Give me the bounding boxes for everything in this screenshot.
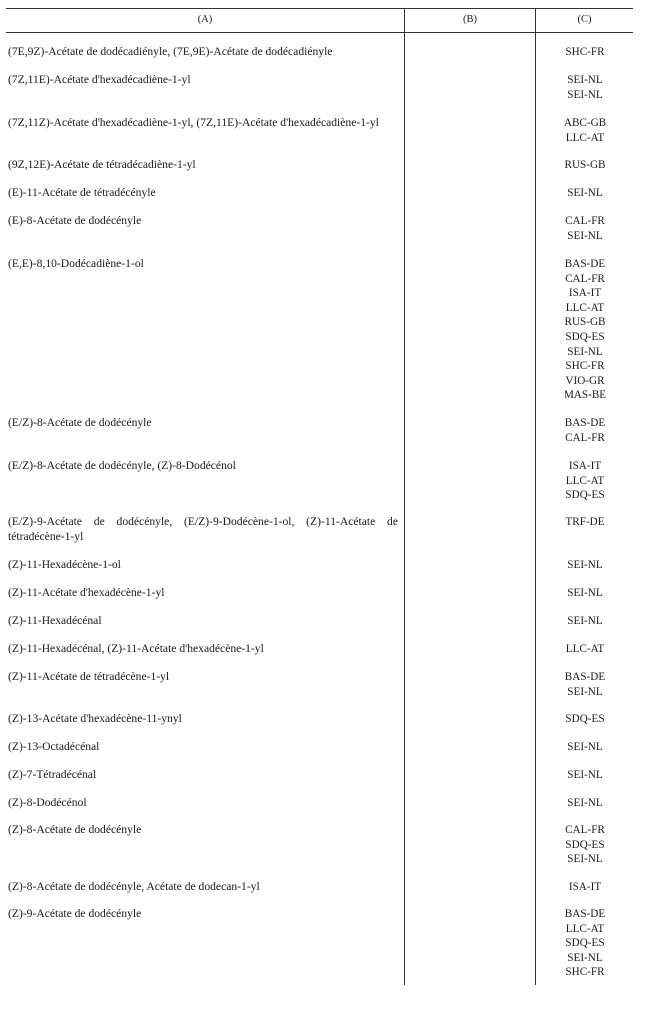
substance-name: (Z)-11-Hexadécénal, (Z)-11-Acétate d'hexadécène-1-yl [8, 642, 264, 655]
substance-name: (Z)-8-Acétate de dodécényle, Acétate de dodecan-1-yl [8, 880, 260, 893]
applicant-code: SHC-FR [565, 46, 605, 58]
applicant-code: SEI-NL [567, 741, 603, 753]
applicant-code: SEI-NL [567, 559, 603, 571]
substance-name: (Z)-11-Hexadécénal [8, 614, 102, 627]
substance-name: (Z)-8-Dodécénol [8, 796, 87, 809]
substance-name: (Z)-13-Acétate d'hexadécène-11-ynyl [8, 712, 182, 725]
substance-name: (E)-11-Acétate de tétradécényle [8, 186, 156, 199]
applicant-code: BAS-DE [564, 417, 606, 429]
applicant-code: ISA-IT [568, 287, 602, 300]
applicant-code: SEI-NL [567, 88, 603, 101]
substance-name: (E,E)-8,10-Dodécadiène-1-ol [8, 257, 144, 270]
applicant-code: SEI-NL [567, 797, 603, 809]
applicant-codes [537, 45, 633, 60]
applicant-code: BAS-DE [564, 258, 606, 270]
applicant-codes [537, 214, 633, 243]
applicant-code: RUS-GB [564, 159, 606, 171]
substance-name: (E/Z)-8-Acétate de dodécényle [8, 416, 152, 429]
applicant-codes [537, 515, 633, 530]
column-divider-b-c [535, 8, 536, 985]
substance-name: (7Z,11E)-Acétate d'hexadécadiène-1-yl [8, 73, 191, 86]
applicant-code: ISA-IT [568, 881, 602, 893]
applicant-code: LLC-AT [565, 301, 605, 314]
applicant-codes [537, 459, 633, 503]
applicant-codes [537, 642, 633, 657]
applicant-codes [537, 823, 633, 867]
substance-name: (Z)-8-Acétate de dodécényle [8, 823, 142, 836]
applicant-code: SEI-NL [567, 229, 603, 242]
applicant-code: SEI-NL [567, 587, 603, 599]
substance-name: (Z)-7-Tétradécénal [8, 768, 97, 781]
applicant-codes [537, 740, 633, 755]
applicant-code: SEI-NL [567, 345, 603, 358]
applicant-code: RUS-GB [564, 316, 606, 329]
applicant-code: CAL-FR [565, 824, 605, 836]
substance-name: (9Z,12E)-Acétate de tétradécadiène-1-yl [8, 158, 196, 171]
applicant-code: VIO-GR [565, 374, 605, 387]
applicant-code: SEI-NL [567, 187, 603, 199]
applicant-codes [537, 586, 633, 601]
applicant-codes [537, 116, 633, 145]
applicant-codes [537, 796, 633, 811]
substance-name: (E)-8-Acétate de dodécényle [8, 214, 142, 227]
header-col-b: (B) [463, 14, 477, 25]
applicant-codes [537, 558, 633, 573]
applicant-codes [537, 768, 633, 783]
applicant-code: SEI-NL [567, 951, 603, 964]
applicant-code: CAL-FR [565, 215, 605, 227]
applicant-code: SEI-NL [567, 685, 603, 698]
applicant-code: SDQ-ES [565, 937, 605, 950]
applicant-code: SEI-NL [567, 769, 603, 781]
header-bottom-rule [6, 32, 633, 33]
applicant-codes [537, 73, 633, 102]
applicant-code: ISA-IT [568, 460, 602, 472]
applicant-code: SDQ-ES [565, 838, 605, 851]
substance-name: (E/Z)-9-Acétate de dodécényle, (E/Z)-9-Dodécène-1-ol, (Z)-11-Acétate de tétradécène-1-yl [8, 515, 398, 543]
applicant-code: MAS-BE [563, 389, 607, 402]
substance-name: (Z)-11-Hexadécène-1-ol [8, 558, 121, 571]
applicant-code: ABC-GB [563, 117, 607, 129]
applicant-code: SHC-FR [565, 966, 605, 979]
applicant-code: SEI-NL [567, 853, 603, 866]
applicant-codes [537, 416, 633, 445]
applicant-code: SDQ-ES [565, 330, 605, 343]
applicant-code: SHC-FR [565, 360, 605, 373]
applicant-code: LLC-AT [565, 922, 605, 935]
substance-name: (E/Z)-8-Acétate de dodécényle, (Z)-8-Dodécénol [8, 459, 236, 472]
applicant-codes [537, 670, 633, 699]
applicant-codes [537, 712, 633, 727]
applicant-code: LLC-AT [565, 474, 605, 487]
substance-name: (Z)-13-Octadécénal [8, 740, 100, 753]
column-divider-a-b [404, 8, 405, 985]
applicant-code: SDQ-ES [565, 713, 605, 725]
applicant-code: LLC-AT [565, 643, 605, 655]
substance-name: (7E,9Z)-Acétate de dodécadiényle, (7E,9E)-Acétate de dodécadiényle [8, 45, 333, 58]
header-col-c: (C) [577, 14, 592, 25]
applicant-code: SDQ-ES [565, 489, 605, 502]
applicant-code: TRF-DE [565, 516, 605, 528]
applicant-code: CAL-FR [565, 431, 605, 444]
applicant-code: LLC-AT [565, 131, 605, 144]
applicant-codes [537, 158, 633, 173]
applicant-code: BAS-DE [564, 908, 606, 920]
substance-table [6, 8, 633, 985]
applicant-codes [537, 186, 633, 201]
applicant-codes [537, 614, 633, 629]
applicant-code: SEI-NL [567, 615, 603, 627]
applicant-codes [537, 257, 633, 403]
substance-name: (Z)-11-Acétate d'hexadécène-1-yl [8, 586, 165, 599]
applicant-code: CAL-FR [565, 272, 605, 285]
applicant-codes [537, 880, 633, 895]
substance-name: (Z)-11-Acétate de tétradécène-1-yl [8, 670, 170, 683]
header-col-a: (A) [197, 14, 213, 25]
substance-name: (Z)-9-Acétate de dodécényle [8, 907, 142, 920]
applicant-code: BAS-DE [564, 671, 606, 683]
applicant-code: SEI-NL [567, 74, 603, 86]
substance-name: (7Z,11Z)-Acétate d'hexadécadiène-1-yl, (7Z,11E)-Acétate d'hexadécadiène-1-yl [8, 116, 379, 129]
applicant-codes [537, 907, 633, 980]
